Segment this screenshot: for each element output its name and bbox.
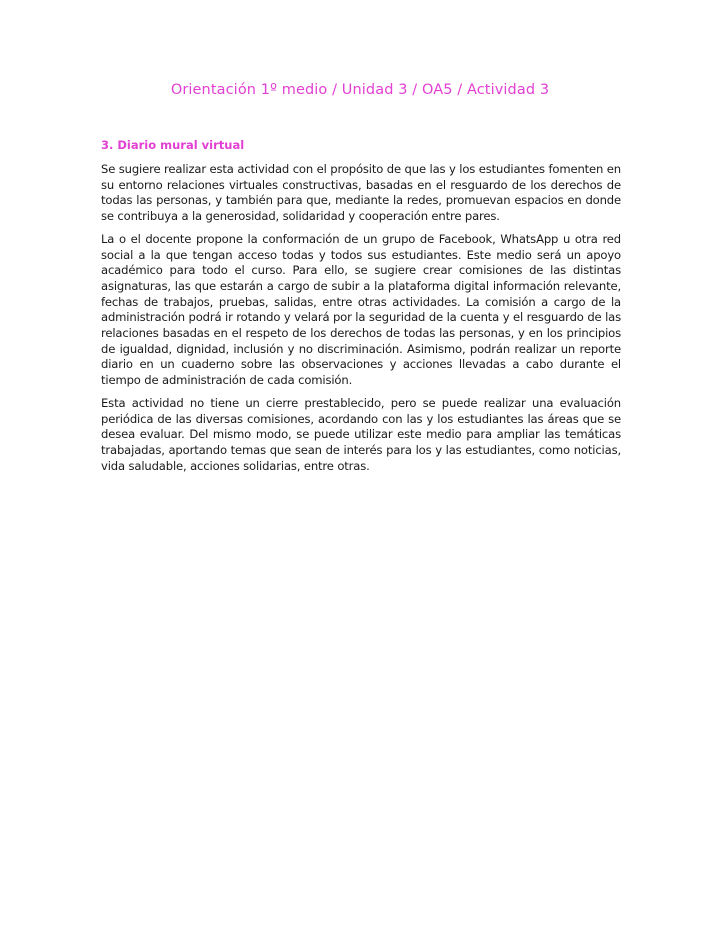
paragraph-evaluation: Esta actividad no tiene un cierre prestablecido, pero se puede realizar una evaluación periódica de las diversas comisiones, acordando con las y los estudiantes las áreas que se desea evaluar. Del mismo modo, se puede utilizar este medio para ampliar las temáticas trabajadas, aportando temas que sean de interés para los y las estudiantes, como noticias, vida saludable, acciones solidarias, entre otras.	[101, 395, 621, 473]
page-header: Orientación 1º medio / Unidad 3 / OA5 / Actividad 3	[170, 82, 550, 98]
paragraph-intro: Se sugiere realizar esta actividad con el propósito de que las y los estudiantes fomenten en su entorno relaciones virtuales constructivas, basadas en el resguardo de los derechos de todas las personas, y también para que, mediante la redes, promuevan espacios en donde se contribuya a la generosidad, solidaridad y cooperación entre pares.	[101, 162, 621, 224]
document-body	[101, 138, 621, 481]
paragraph-procedure: La o el docente propone la conformación de un grupo de Facebook, WhatsApp u otra red social a la que tengan acceso todas y todos sus estudiantes. Este medio será un apoyo académico para todo el curso. Para ello, se sugiere crear comisiones de las distintas asignaturas, las que estarán a cargo de subir a la plataforma digital información relevante, fechas de trabajos, pruebas, salidas, entre otras actividades. La comisión a cargo de la administración podrá ir rotando y velará por la seguridad de la cuenta y el resguardo de las relaciones basadas en el respeto de los derechos de todas las personas, y en los principios de igualdad, dignidad, inclusión y no discriminación. Asimismo, podrán realizar un reporte diario en un cuaderno sobre las observaciones y acciones llevadas a cabo durante el tiempo de administración de cada comisión.	[101, 231, 621, 388]
section-title: 3. Diario mural virtual	[101, 138, 245, 152]
